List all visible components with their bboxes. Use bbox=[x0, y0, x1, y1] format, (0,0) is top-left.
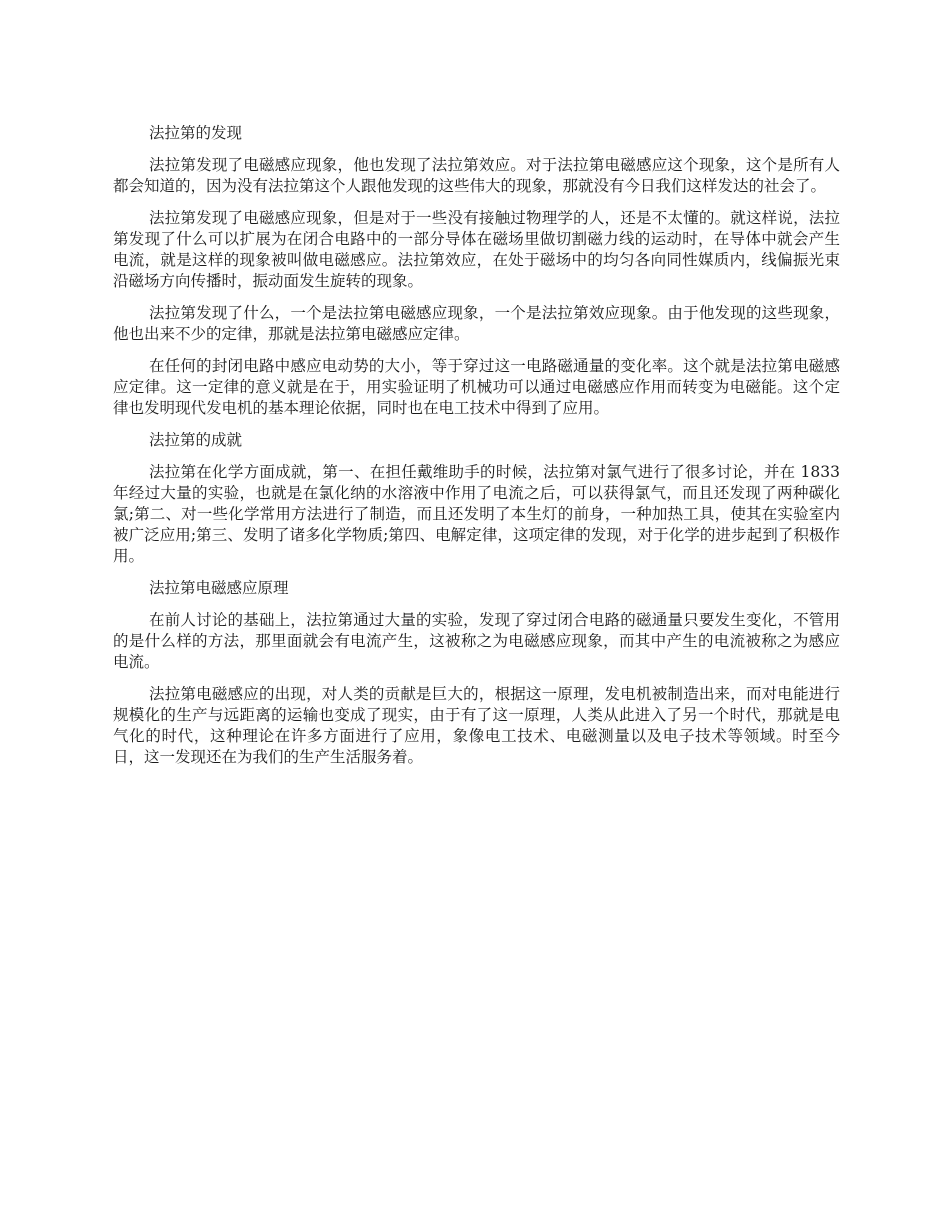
document-body bbox=[113, 123, 840, 779]
paragraph: 法拉第发现了什么，一个是法拉第电磁感应现象，一个是法拉第效应现象。由于他发现的这些现象，他也出来不少的定律，那就是法拉第电磁感应定律。 bbox=[113, 304, 840, 343]
paragraph: 在任何的封闭电路中感应电动势的大小，等于穿过这一电路磁通量的变化率。这个就是法拉第电磁感应定律。这一定律的意义就是在于，用实验证明了机械功可以通过电磁感应作用而转变为电磁能。这个定律也发明现代发电机的基本理论依据，同时也在电工技术中得到了应用。 bbox=[113, 357, 840, 417]
section-heading-achievements: 法拉第的成就 bbox=[149, 431, 243, 449]
paragraph: 法拉第发现了电磁感应现象，他也发现了法拉第效应。对于法拉第电磁感应这个现象，这个是所有人都会知道的，因为没有法拉第这个人跟他发现的这些伟大的现象，那就没有今日我们这样发达的社会了。 bbox=[113, 156, 840, 195]
paragraph: 在前人讨论的基础上，法拉第通过大量的实验，发现了穿过闭合电路的磁通量只要发生变化，不管用的是什么样的方法，那里面就会有电流产生，这被称之为电磁感应现象，而其中产生的电流被称之为感应电流。 bbox=[113, 611, 840, 671]
paragraph: 法拉第在化学方面成就，第一、在担任戴维助手的时候，法拉第对氯气进行了很多讨论，并在 1833 年经过大量的实验，也就是在氯化纳的水溶液中作用了电流之后，可以获得氯气，而且还发现了两种碳化氯;第二、对一些化学常用方法进行了制造，而且还发明了本生灯的前身，一种加热工具，使其在实验室内被广泛应用;第三、发明了诸多化学物质;第四、电解定律，这项定律的发现，对于化学的进步起到了积极作用。 bbox=[113, 463, 840, 565]
section-heading-principle: 法拉第电磁感应原理 bbox=[149, 579, 289, 597]
paragraph: 法拉第发现了电磁感应现象，但是对于一些没有接触过物理学的人，还是不太懂的。就这样说，法拉第发现了什么可以扩展为在闭合电路中的一部分导体在磁场里做切割磁力线的运动时，在导体中就会产生电流，就是这样的现象被叫做电磁感应。法拉第效应，在处于磁场中的均匀各向同性媒质内，线偏振光束沿磁场方向传播时，振动面发生旋转的现象。 bbox=[113, 209, 840, 290]
paragraph: 法拉第电磁感应的出现，对人类的贡献是巨大的，根据这一原理，发电机被制造出来，而对电能进行规模化的生产与远距离的运输也变成了现实，由于有了这一原理，人类从此进入了另一个时代，那就是电气化的时代，这种理论在许多方面进行了应用，象像电工技术、电磁测量以及电子技术等领域。时至今日，这一发现还在为我们的生产生活服务着。 bbox=[113, 685, 840, 766]
section-heading-discovery: 法拉第的发现 bbox=[149, 124, 243, 142]
